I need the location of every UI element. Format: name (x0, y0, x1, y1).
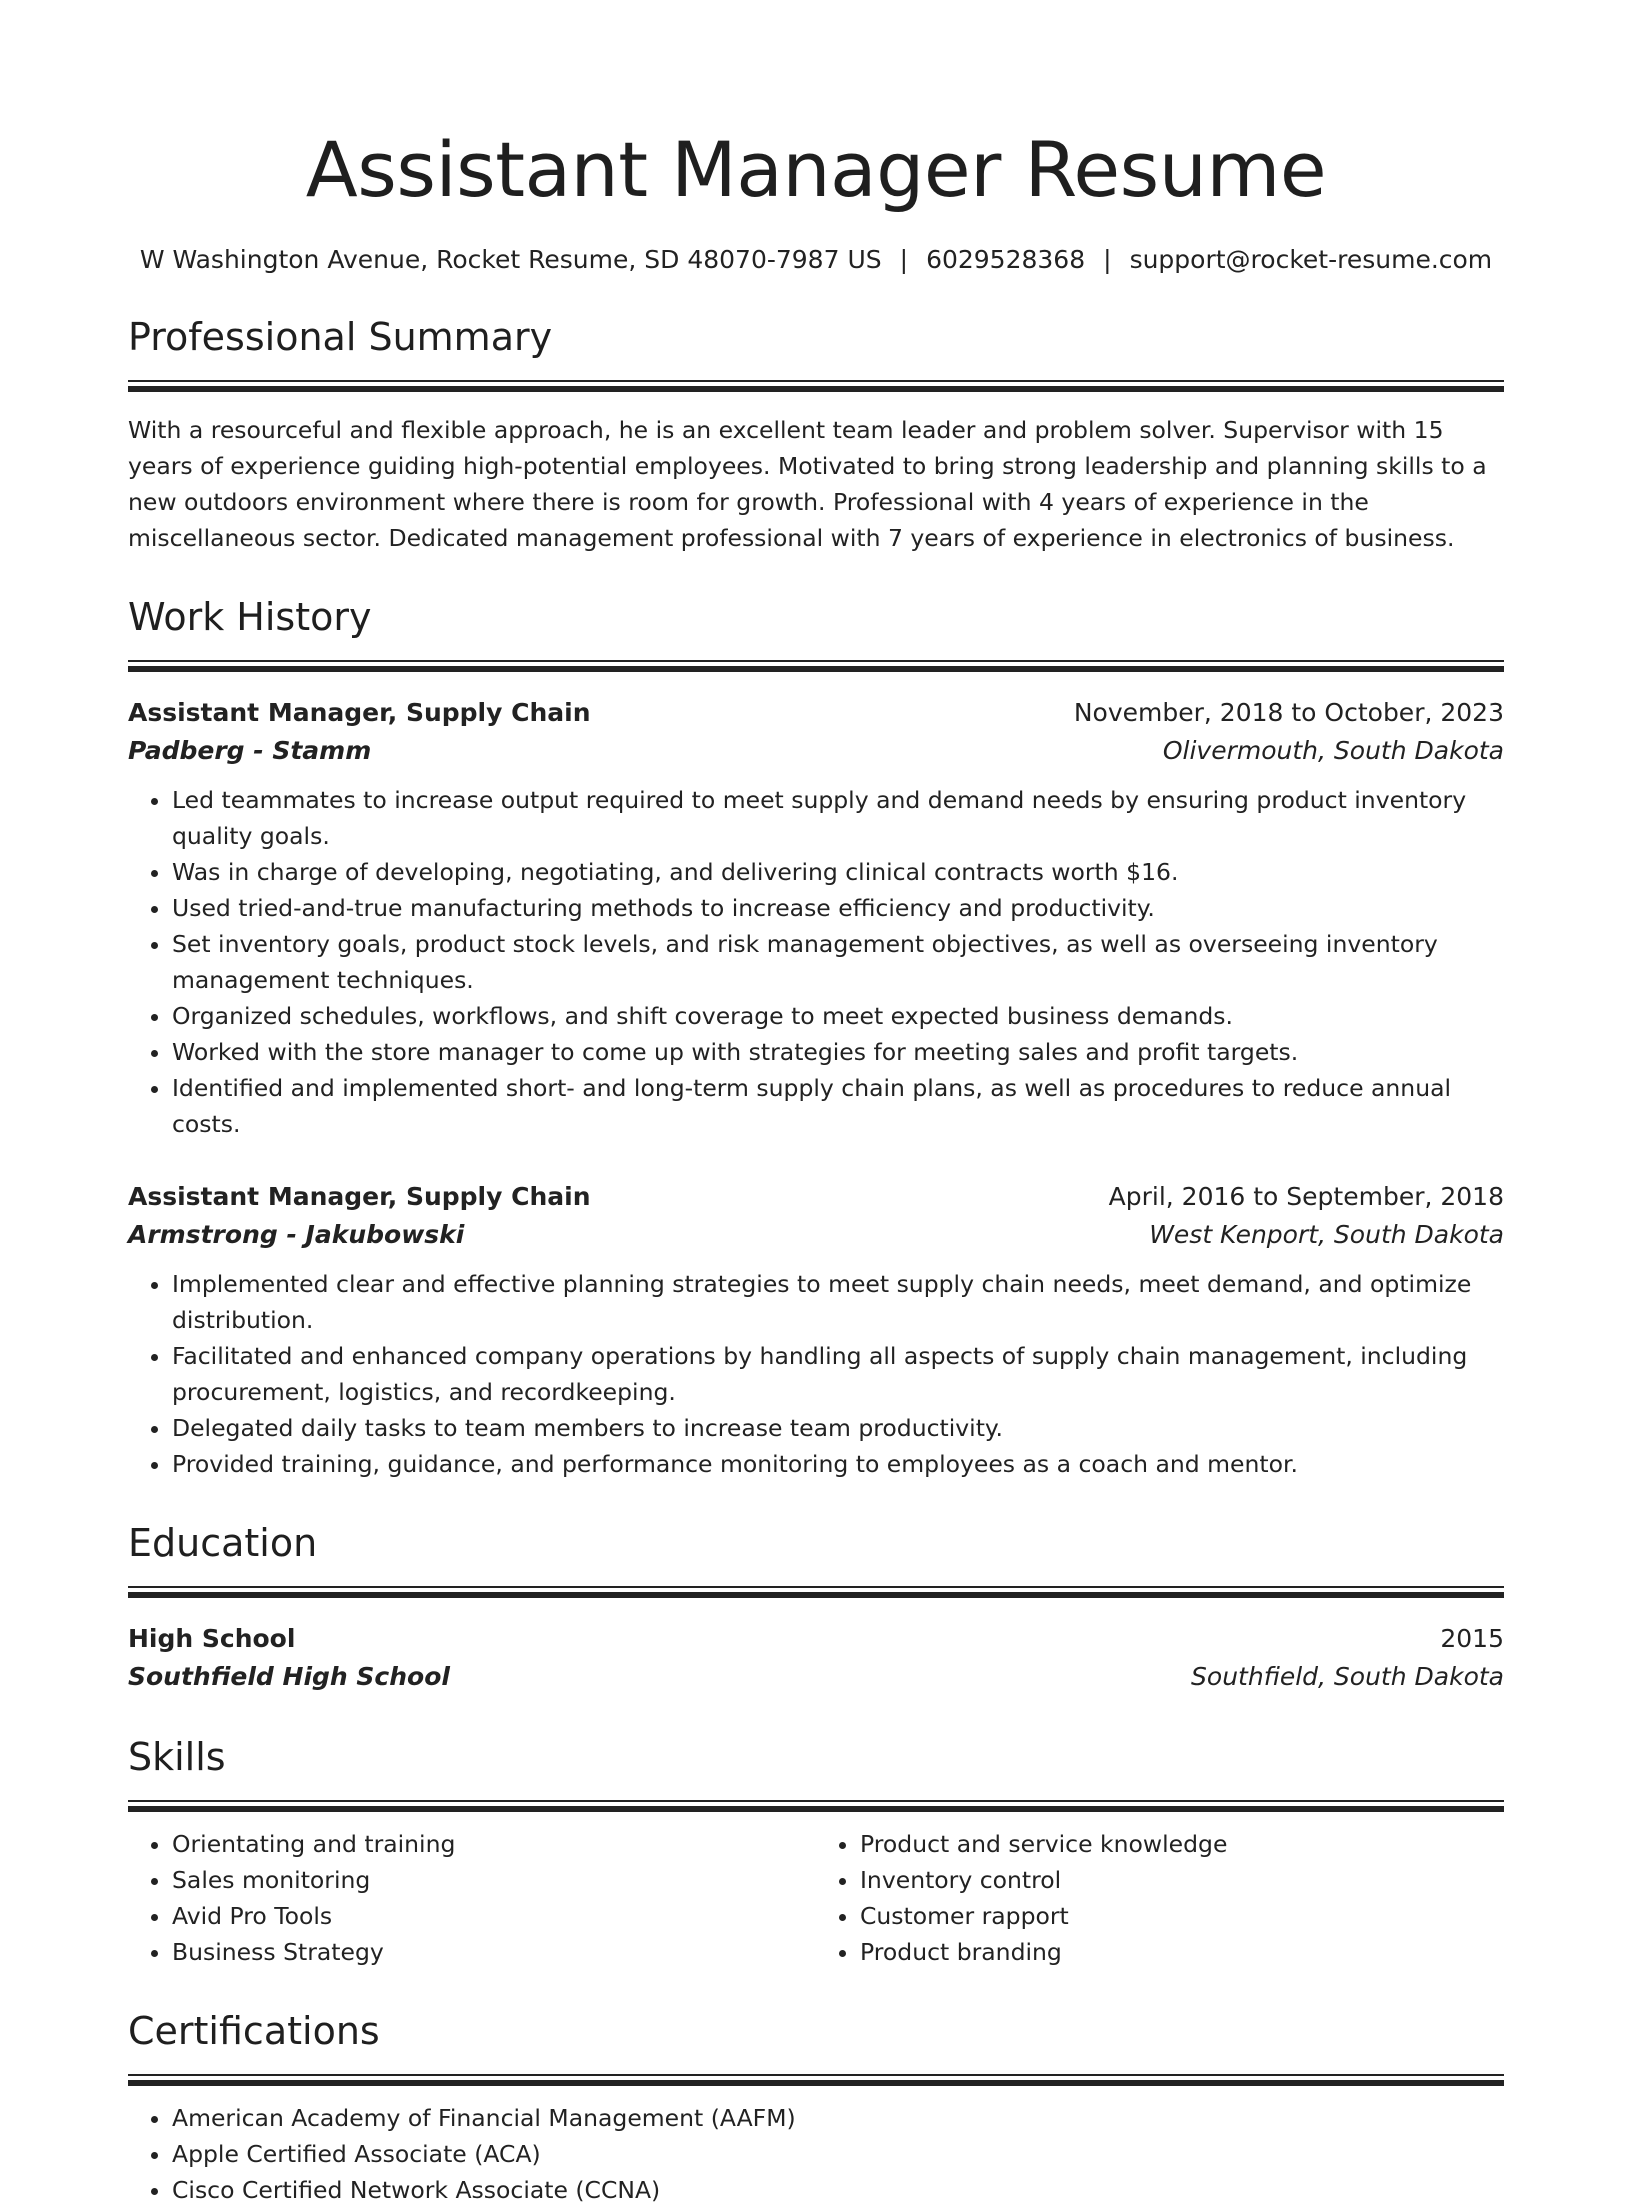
work-history-section (128, 594, 1504, 1482)
skill-item: • Business Strategy (172, 1934, 816, 1970)
education-heading: Education (128, 1521, 318, 1565)
job-title: Assistant Manager, Supply Chain (128, 698, 591, 727)
job-bullet: • Provided training, guidance, and performance monitoring to employees as a coach and mentor. (172, 1446, 1504, 1482)
skill-item: • Product branding (860, 1934, 1504, 1970)
skill-item: • Customer rapport (860, 1898, 1504, 1934)
job-location: West Kenport, South Dakota (1149, 1220, 1504, 1249)
certification-item: • Apple Certified Associate (ACA) (172, 2136, 1504, 2172)
job-header-row (128, 1178, 1504, 1216)
education-year: 2015 (1440, 1624, 1504, 1653)
skill-item: • Avid Pro Tools (172, 1898, 816, 1934)
job-header-row (128, 694, 1504, 732)
job-bullet: • Set inventory goals, product stock levels, and risk management objectives, as well as overseeing inventory management techniques. (172, 926, 1504, 998)
job-bullet: • Was in charge of developing, negotiating, and delivering clinical contracts worth $16. (172, 854, 1504, 890)
contact-separator: | (899, 245, 909, 274)
education-section (128, 1520, 1504, 1696)
education-location: Southfield, South Dakota (1191, 1662, 1504, 1691)
resume-page (128, 120, 1504, 2208)
skill-item: • Inventory control (860, 1862, 1504, 1898)
summary-section (128, 314, 1504, 556)
skill-item: • Product and service knowledge (860, 1826, 1504, 1862)
job-bullets (128, 782, 1504, 1142)
skill-item: • Sales monitoring (172, 1862, 816, 1898)
resume-title: Assistant Manager Resume (305, 125, 1327, 214)
skills-column-right (816, 1826, 1504, 1970)
certifications-list (128, 2100, 1504, 2208)
job-bullet: • Used tried-and-true manufacturing methods to increase efficiency and productivity. (172, 890, 1504, 926)
contact-email[interactable]: support@rocket-resume.com (1129, 245, 1493, 274)
job-bullet: • Implemented clear and effective planning strategies to meet supply chain needs, meet demand, and optimize distribution. (172, 1266, 1504, 1338)
job-dates: April, 2016 to September, 2018 (1108, 1182, 1504, 1211)
job-title: Assistant Manager, Supply Chain (128, 1182, 591, 1211)
job-bullet: • Worked with the store manager to come up with strategies for meeting sales and profit targets. (172, 1034, 1504, 1070)
job-location: Olivermouth, South Dakota (1162, 736, 1504, 765)
summary-text: With a resourceful and flexible approach, he is an excellent team leader and problem solver. Supervisor with 15 years of experience guiding high-potential employees. Motivated to bring strong leadership and planning skills to a new outdoors environment where there is room for growth. Professional with 4 years of experience in the miscellaneous sector. Dedicated management professional with 7 years of experience in electronics of business. (128, 416, 1487, 552)
section-divider (128, 380, 1504, 394)
job-bullet: • Identified and implemented short- and long-term supply chain plans, as well as procedures to reduce annual costs. (172, 1070, 1504, 1142)
certifications-section (128, 2008, 1504, 2208)
job-bullet: • Facilitated and enhanced company operations by handling all aspects of supply chain management, including procurement, logistics, and recordkeeping. (172, 1338, 1504, 1410)
job-entry (128, 694, 1504, 1142)
job-company: Armstrong - Jakubowski (128, 1220, 465, 1249)
certifications-heading: Certifications (128, 2009, 380, 2053)
job-bullet: • Led teammates to increase output required to meet supply and demand needs by ensuring product inventory quality goals. (172, 782, 1504, 854)
skills-heading: Skills (128, 1735, 226, 1779)
education-school: Southfield High School (128, 1662, 450, 1691)
contact-line (128, 244, 1504, 276)
job-bullet: • Delegated daily tasks to team members to increase team productivity. (172, 1410, 1504, 1446)
skills-section (128, 1734, 1504, 1970)
section-divider (128, 2074, 1504, 2088)
summary-heading: Professional Summary (128, 315, 553, 359)
section-divider (128, 660, 1504, 674)
contact-address: W Washington Avenue, Rocket Resume, SD 48070-7987 US (139, 245, 882, 274)
education-header-row (128, 1620, 1504, 1658)
education-school-row (128, 1658, 1504, 1696)
education-entry (128, 1620, 1504, 1696)
job-company-row (128, 1216, 1504, 1254)
section-divider (128, 1586, 1504, 1600)
certification-item: • Cisco Certified Network Associate (CCNA) (172, 2172, 1504, 2208)
job-company: Padberg - Stamm (128, 736, 372, 765)
skill-item: • Orientating and training (172, 1826, 816, 1862)
certification-item: • American Academy of Financial Management (AAFM) (172, 2100, 1504, 2136)
skills-column-left (128, 1826, 816, 1970)
job-dates: November, 2018 to October, 2023 (1073, 698, 1504, 727)
education-degree: High School (128, 1624, 296, 1653)
job-company-row (128, 732, 1504, 770)
job-bullets (128, 1266, 1504, 1482)
contact-phone: 6029528368 (926, 245, 1086, 274)
skills-grid (128, 1826, 1504, 1970)
contact-separator: | (1103, 245, 1112, 274)
job-entry (128, 1178, 1504, 1482)
work-history-heading: Work History (128, 595, 372, 639)
section-divider (128, 1800, 1504, 1814)
job-bullet: • Organized schedules, workflows, and shift coverage to meet expected business demands. (172, 998, 1504, 1034)
